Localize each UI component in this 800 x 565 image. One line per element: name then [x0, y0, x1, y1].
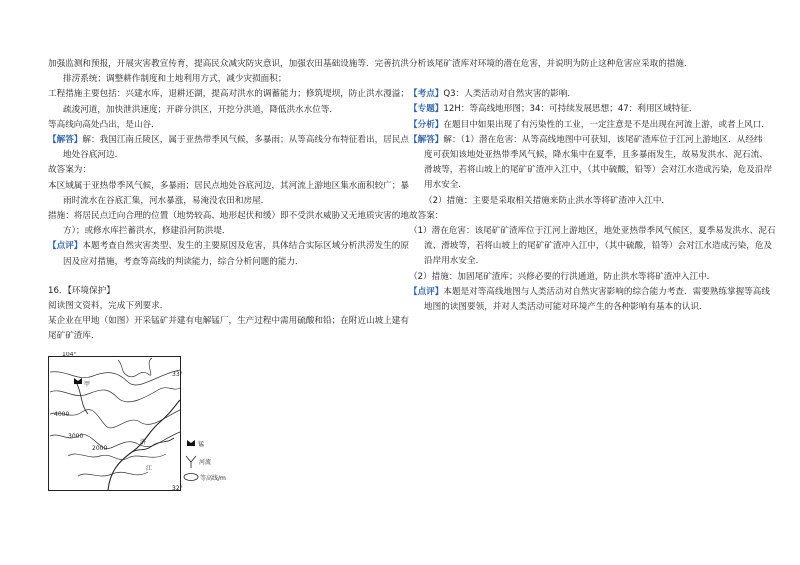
text-line: 工程措施主要包括：兴建水库，退耕还湖，提高对洪水的调蓄能力；修筑堤坝，防止洪水漫溢；	[48, 89, 409, 100]
right-column	[409, 0, 776, 315]
answer-line: （1）潜在危害：该尾矿矿渣库位于江河上游地区，地处亚热带季风气候区，夏季易发洪水、泥石	[409, 226, 776, 237]
jieda-tag: 【解答】	[48, 135, 83, 146]
river-hu-label: 浒	[140, 439, 147, 446]
text-line: 排涝系统；调整耕作制度和土地利用方式，减少灾损面积；	[63, 74, 287, 85]
text-line: 度可获知该地处亚热带季风气候，降水集中在夏季，且多暴雨发生，故易发洪水、泥石流、	[424, 150, 768, 161]
legend-contour-icon	[184, 474, 198, 481]
legend-river-icon	[186, 456, 196, 468]
longitude-label: 104°	[62, 352, 77, 358]
river-jiang-label: 江	[146, 465, 153, 472]
latitude-top-label: 33°	[172, 371, 183, 378]
kaodian-line	[409, 87, 753, 102]
fenxi-line	[409, 118, 770, 133]
text-line: （2）措施：主要是采取相关措施来防止洪水等将矿渣冲入江中．	[424, 195, 671, 206]
kaodian-tag: 【考点】	[409, 89, 444, 100]
question-line: 尾矿矿渣库．	[48, 331, 100, 342]
comment-text: 本题考查自然灾害类型、发生的主要原因及危害，具体结合实际区域分析洪涝发生的原	[82, 241, 409, 252]
answer-text: 解：我国江南丘陵区，属于亚热带季风气候，多暴雨；从等高线分布特征看出，居民点	[82, 135, 409, 146]
fenxi-tag: 【分析】	[409, 119, 444, 130]
question-line: 分析该尾矿渣库对环境的潜在危害，并说明为防止这种危害应采取的措施．	[409, 59, 693, 69]
text-line: 用水安全．	[424, 180, 467, 191]
answer-line	[48, 133, 409, 148]
kaodian-text: Q3：人类活动对自然灾害的影响．	[443, 89, 576, 100]
answer-line: （2）措施：加固尾矿渣库；兴修必要的行洪通道，防止洪水等将矿渣冲入江中．	[409, 271, 716, 282]
question-title: 16．【环境保护】	[48, 285, 115, 296]
dianping-text: 本题是对等高线地图与人类活动对自然灾害影响的综合能力考查．需要熟练掌握等高线	[443, 286, 770, 297]
text-line: 本区域属于亚热带季风气候，多暴雨；居民点地处谷底河边，其河流上游地区集水面积较广；暴	[48, 180, 409, 191]
legend-mine-label: 锰	[198, 441, 205, 448]
legend-contour-label: 等高线/m	[200, 475, 226, 482]
dianping-tag: 【点评】	[409, 286, 444, 297]
question-line: 阅读图文资料，完成下列要求．	[48, 301, 169, 312]
latitude-bottom-label: 32°	[172, 485, 183, 492]
zhuanti-text: 12H：等高线地形图；34：可持续发展思想；47：利用区域特征．	[443, 104, 698, 115]
text-line: 地图的读图要领，并对人类活动可能对环境产生的各种影响有基本的认识．	[424, 302, 708, 313]
place-jia-label: 甲	[84, 381, 91, 388]
text-line: 疏浚河道，加快泄洪速度；开辟分洪区，开挖分洪道，降低洪水水位等．	[63, 104, 339, 115]
legend-river-label: 河流	[199, 459, 212, 466]
dianping-tag: 【点评】	[48, 241, 83, 252]
zhuanti-line	[409, 102, 753, 117]
legend-mine-icon	[187, 440, 195, 446]
jieda-line	[409, 133, 763, 148]
text-line: 加强监测和预报，开展灾害教宣传育，提高民众减灾防灾意识，加强农田基础设施等．完善抗洪	[48, 59, 409, 69]
fenxi-text: 在题目中如果出现了有污染性的工业，一定注意是不是出现在河流上游，或者上风口．	[443, 119, 770, 130]
text-line: 因及应对措施，考查等高线的判读能力，综合分析问题的能力．	[63, 256, 304, 267]
text-line: 故答案：	[409, 210, 444, 221]
jieda-text: 解：（1）潜在危害：从等高线地图中可获知，该尾矿渣库位于江河上游地区．从经纬	[443, 134, 763, 145]
answer-line: 流、滑坡等，若将山坡上的尾矿矿渣冲入江中，（其中硫酸，铅等）会对江水造成污染，危及	[424, 241, 773, 252]
contour-3000-label: 3000	[68, 433, 84, 440]
question-line: 某企业在甲地（如图）开采锰矿并建有电解锰厂，生产过程中需用硫酸和铅；在附近山坡上建有	[48, 316, 409, 327]
text-line: 等高线向高处凸出，是山谷．	[48, 119, 160, 130]
text-line: 滑坡等，若将山坡上的尾矿矿渣冲入江中，（其中硫酸，铅等）会对江水造成污染，危及沿岸	[424, 165, 773, 176]
text-line: 措施：将居民点迁向合理的位置（地势较高、地形起伏和缓）即不受洪水威胁又无地质灾害的地	[48, 211, 409, 222]
text-line: 方）；或修水库拦蓄洪水，修建沿河防洪堤．	[63, 226, 231, 237]
comment-line	[48, 239, 409, 254]
text-line: 地处谷底河边．	[63, 150, 124, 161]
contour-map-figure	[48, 352, 238, 495]
dianping-line	[409, 285, 770, 300]
jieda-tag: 【解答】	[409, 134, 444, 145]
contour-4000-label: 4000	[54, 411, 70, 418]
left-column	[48, 0, 409, 345]
answer-line: 沿岸用水安全．	[424, 256, 485, 267]
text-line: 雨时流水在谷底汇集，河水暴涨，易淹没农田和房屋．	[63, 195, 270, 206]
text-line: 故答案为：	[48, 165, 91, 176]
contour-2000-label: 2000	[92, 445, 108, 452]
zhuanti-tag: 【专题】	[409, 104, 444, 115]
